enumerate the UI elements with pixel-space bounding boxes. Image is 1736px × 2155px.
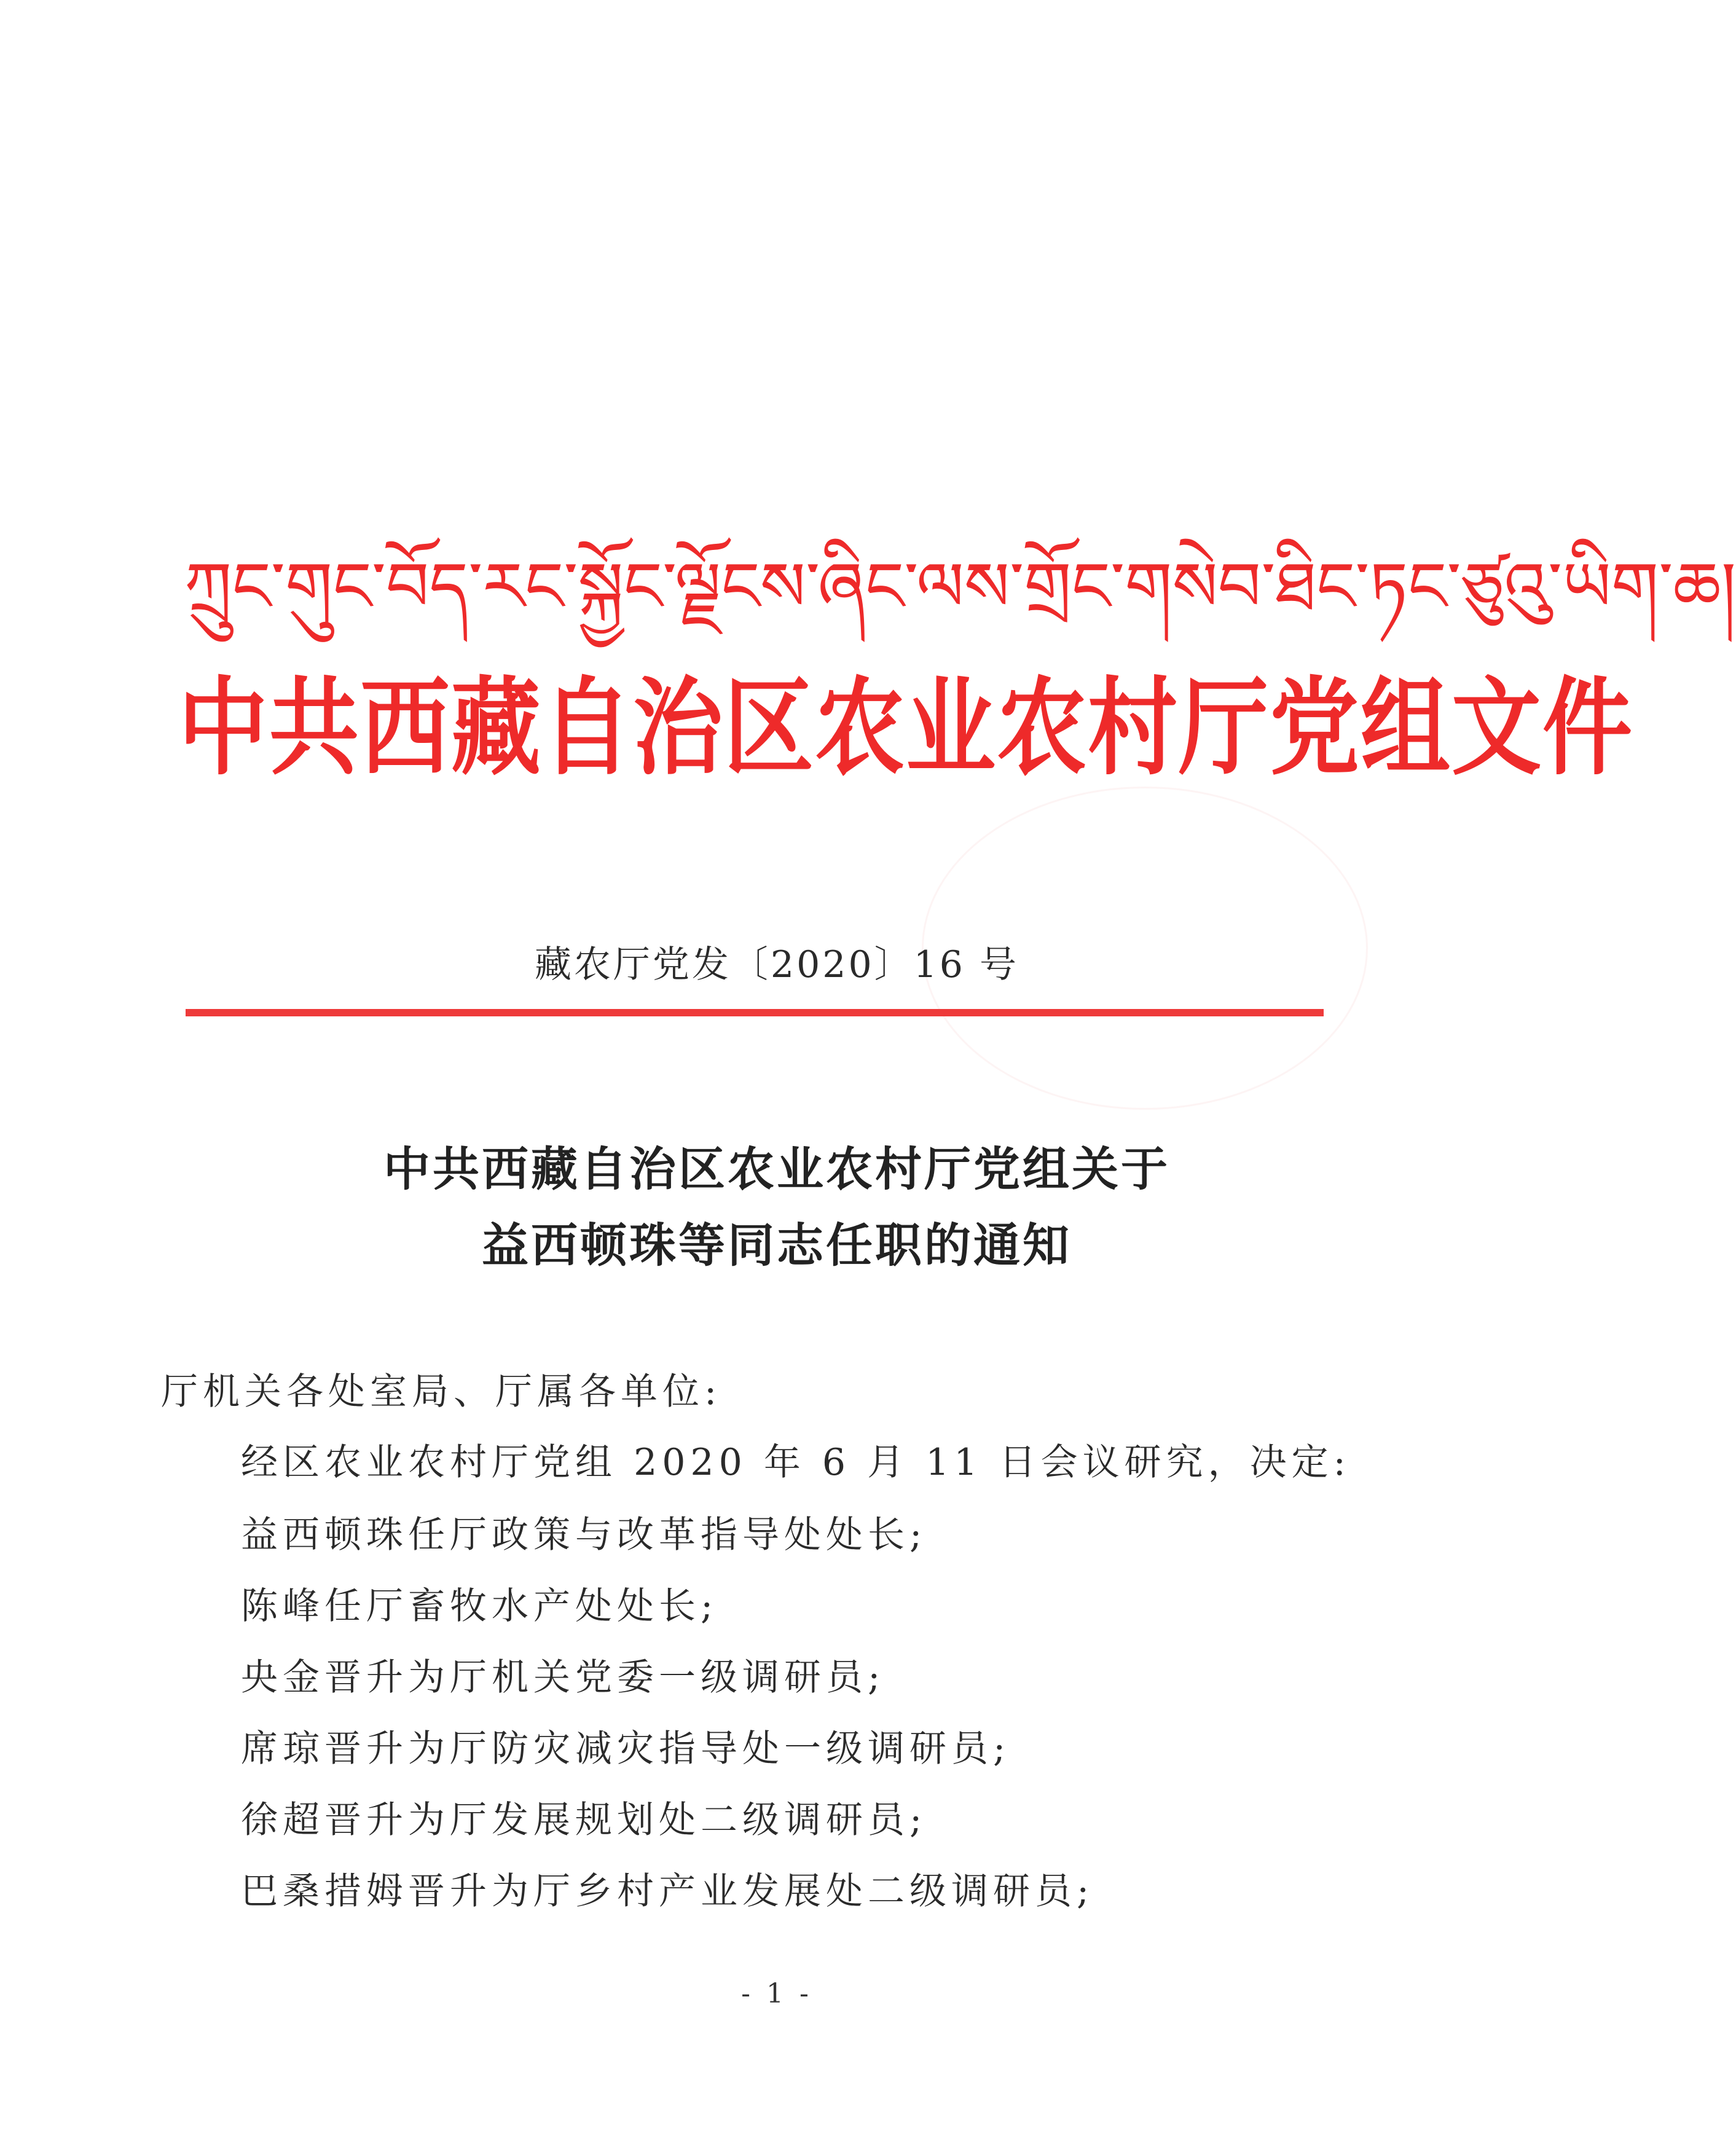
page-number: - 1 - — [741, 1978, 812, 2009]
document-number: 藏农厅党发〔2020〕16 号 — [534, 943, 1019, 986]
appointment-item: 巴桑措姆晋升为厅乡村产业发展处二级调研员; — [241, 1870, 1094, 1913]
appointment-item: 益西顿珠任厅政策与改革指导处处长; — [241, 1513, 927, 1556]
document-title-line-2: 益西顿珠等同志任职的通知 — [482, 1218, 1072, 1273]
addressee: 厅机关各处室局、厅属各单位: — [161, 1370, 722, 1413]
red-divider-line — [186, 1009, 1324, 1016]
appointment-item: 席琼晋升为厅防灾减灾指导处一级调研员; — [241, 1727, 1011, 1770]
appointment-item: 央金晋升为厅机关党委一级调研员; — [241, 1656, 886, 1699]
tibetan-letterhead: ཀྲུང་གུང་བོད་རང་སྐྱོང་ལྗོངས་ཞིང་ལས་གྲོང་གསེབ་ཐིང་ཏང་ཙུའུ་ཡིག་ཆ། — [184, 548, 1736, 626]
appointment-item: 陈峰任厅畜牧水产处处长; — [241, 1585, 718, 1628]
chinese-letterhead: 中共西藏自治区农业农村厅党组文件 — [178, 666, 1633, 790]
decision-intro: 经区农业农村厅党组 2020 年 6 月 11 日会议研究，决定: — [241, 1441, 1351, 1484]
appointment-item: 徐超晋升为厅发展规划处二级调研员; — [241, 1799, 927, 1842]
document-title-line-1: 中共西藏自治区农业农村厅党组关于 — [383, 1142, 1170, 1196]
